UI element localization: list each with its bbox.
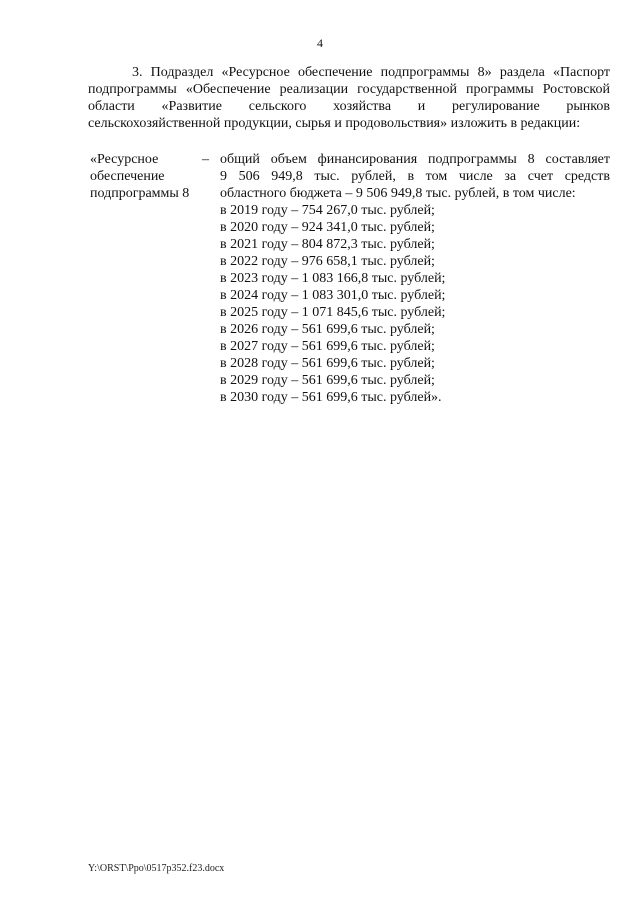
funding-intro-line: общий объем финансирования подпрограммы 8 составляет [220, 152, 610, 167]
resource-content [220, 151, 610, 406]
paragraph-line: 3. Подраздел «Ресурсное обеспечение подпрограммы 8» раздела «Паспорт [132, 65, 610, 80]
year-funding-line: в 2022 году – 976 658,1 тыс. рублей; [220, 254, 435, 269]
year-funding-line: в 2024 году – 1 083 301,0 тыс. рублей; [220, 288, 446, 303]
year-funding-line: в 2021 году – 804 872,3 тыс. рублей; [220, 237, 435, 252]
page-number: 4 [317, 36, 323, 50]
resource-label-line: обеспечение [90, 169, 165, 184]
funding-intro-line: 9 506 949,8 тыс. рублей, в том числе за счет средств [220, 169, 610, 184]
funding-intro-line: областного бюджета – 9 506 949,8 тыс. рублей, в том числе: [220, 186, 576, 201]
year-funding-line: в 2030 году – 561 699,6 тыс. рублей». [220, 390, 442, 405]
year-funding-line: в 2019 году – 754 267,0 тыс. рублей; [220, 203, 435, 218]
year-funding-line: в 2025 году – 1 071 845,6 тыс. рублей; [220, 305, 446, 320]
footer-file-path: Y:\ORST\Ppo\0517p352.f23.docx [88, 863, 225, 874]
year-funding-line: в 2027 году – 561 699,6 тыс. рублей; [220, 339, 435, 354]
year-funding-line: в 2028 году – 561 699,6 тыс. рублей; [220, 356, 435, 371]
resource-label-line: подпрограммы 8 [90, 186, 190, 201]
paragraph-line: подпрограммы «Обеспечение реализации государственной программы Ростовской [88, 82, 610, 97]
year-funding-line: в 2020 году – 924 341,0 тыс. рублей; [220, 220, 435, 235]
resource-dash: – [202, 152, 209, 167]
amendment-paragraph [88, 64, 610, 132]
year-funding-line: в 2026 году – 561 699,6 тыс. рублей; [220, 322, 435, 337]
paragraph-line: области «Развитие сельского хозяйства и регулирование рынков [88, 99, 610, 114]
resource-label [90, 151, 200, 202]
paragraph-line: сельскохозяйственной продукции, сырья и продовольствия» изложить в редакции: [88, 116, 581, 131]
year-funding-line: в 2029 году – 561 699,6 тыс. рублей; [220, 373, 435, 388]
resource-label-line: «Ресурсное [90, 152, 159, 167]
year-funding-line: в 2023 году – 1 083 166,8 тыс. рублей; [220, 271, 446, 286]
